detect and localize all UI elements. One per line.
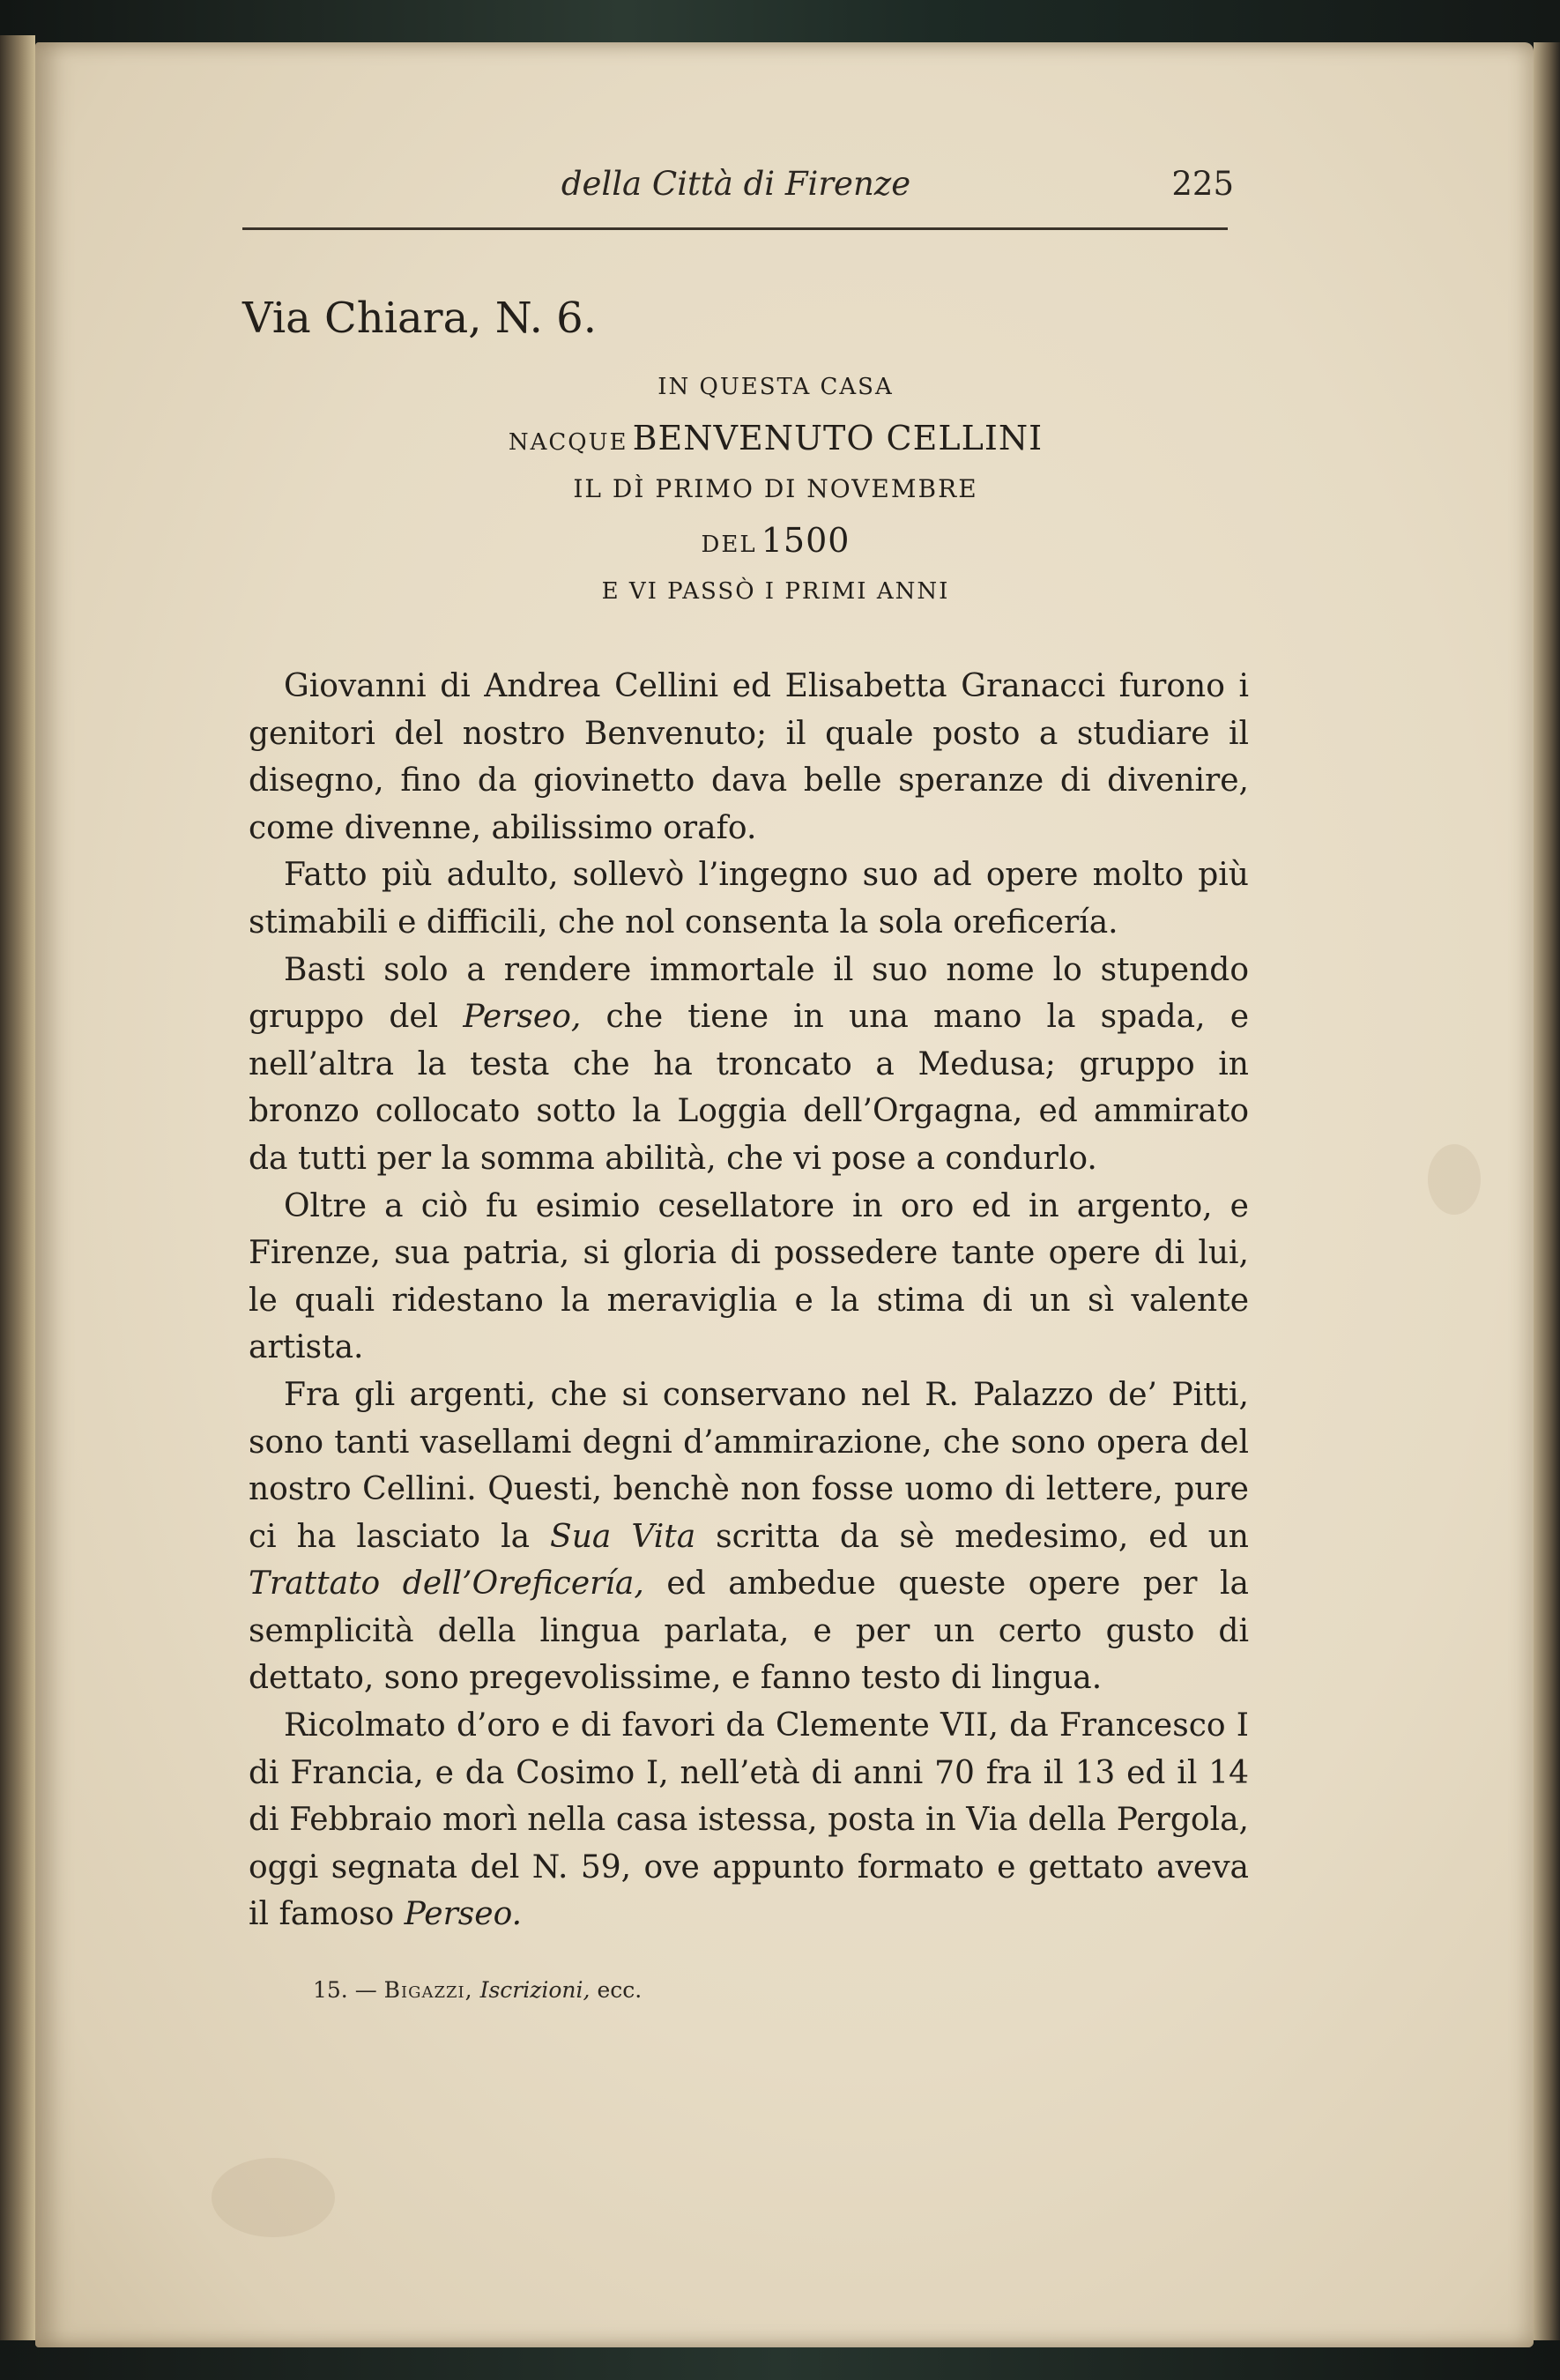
paragraph-5-italic: Trattato dell’Oreficería, [249, 1566, 644, 1603]
running-title: della Città di Firenze [561, 165, 911, 203]
footnote-title: Iscrizioni, [479, 1977, 591, 2003]
paragraph-3-italic: Perseo, [463, 999, 582, 1036]
paragraph-5 [249, 1372, 1249, 1702]
inscription-line-1: IN QUESTA CASA [657, 374, 894, 400]
section-heading: Via Chiara, N. 6. [242, 294, 597, 343]
paper-stain [1428, 1144, 1481, 1215]
footnote-author: Bigazzi, [383, 1977, 473, 2003]
inscription-small-word: NACQUE [508, 429, 628, 456]
paragraph-3-text: Basti solo a rendere immortale il suo nome lo stupendo gruppo del [249, 951, 1249, 1036]
signature-line [313, 1973, 642, 2008]
paragraph-3-text: che tiene in una mano la spada, e nell’altra la testa che ha troncato a Medusa; gruppo in bronzo collocato sotto la Loggia dell’Orgagna, ed ammirato da tutti per la somma abilità, che vi pose a condurlo. [249, 999, 1250, 1177]
running-head [242, 157, 1234, 212]
paragraph-2: Fatto più adulto, sollevò l’ingegno suo ad opere molto più stimabili e difficili, che nol consenta la sola oreficería. [249, 857, 1249, 941]
inscription-line-3: IL DÌ PRIMO DI NOVEMBRE [573, 474, 978, 503]
inscription-name: BENVENUTO CELLINI [632, 419, 1044, 457]
paragraph-5-text: Fra gli argenti, che si conservano nel R. Palazzo de’ Pitti, sono tanti vasellami degni d’ammirazione, che sono opera del nostro Cellini. Questi, benchè non fosse uomo di lettere, pure ci ha lasciato la [249, 1376, 1249, 1555]
paragraph-6 [249, 1702, 1249, 1938]
inscription-small-word: DEL [701, 532, 757, 558]
paragraph-6-italic: Perseo. [404, 1896, 523, 1933]
footnote-etc: ecc. [597, 1977, 643, 2003]
inscription [370, 361, 1181, 617]
paragraph-3 [249, 947, 1249, 1183]
page-number: 225 [1171, 165, 1234, 203]
page-edge [1534, 42, 1560, 2347]
signature-mark: 15. — [313, 1977, 377, 2003]
body-text [249, 663, 1249, 1938]
paragraph-5-italic: Sua Vita [550, 1518, 696, 1555]
inscription-line-5: E VI PASSÒ I PRIMI ANNI [601, 578, 950, 605]
paragraph-5-text: ed ambedue queste opere per la semplicità della lingua parlata, e per un certo gusto di dettato, sono pregevolissime, e fanno testo di lingua. [249, 1566, 1249, 1697]
paper-stain [212, 2158, 335, 2237]
paragraph-1: Giovanni di Andrea Cellini ed Elisabetta Granacci furono i genitori del nostro Benvenuto; il quale posto a studiare il disegno, fino da giovinetto dava belle speranze di divenire, come divenne, abilissimo orafo. [249, 668, 1249, 846]
header-rule [242, 227, 1228, 230]
inscription-year: 1500 [761, 521, 851, 560]
inscription-line-4 [370, 515, 1181, 566]
paragraph-6-text: Ricolmato d’oro e di favori da Clemente VII, da Francesco I di Francia, e da Cosimo I, nell’età di anni 70 fra il 13 ed il 14 di Febbraio morì nella casa istessa, posta in Via della Pergola, oggi segnata del N. 59, ove appunto formato e gettato aveva il famoso [249, 1707, 1249, 1933]
paragraph-4: Oltre a ciò fu esimio cesellatore in oro ed in argento, e Firenze, sua patria, si gloria di possedere tante opere di lui, le quali ridestano la meraviglia e la stima di un sì valente artista. [249, 1187, 1249, 1366]
book-binding [0, 35, 35, 2340]
paragraph-5-text: scritta da sè medesimo, ed un [695, 1518, 1249, 1555]
inscription-line-2 [370, 413, 1181, 464]
